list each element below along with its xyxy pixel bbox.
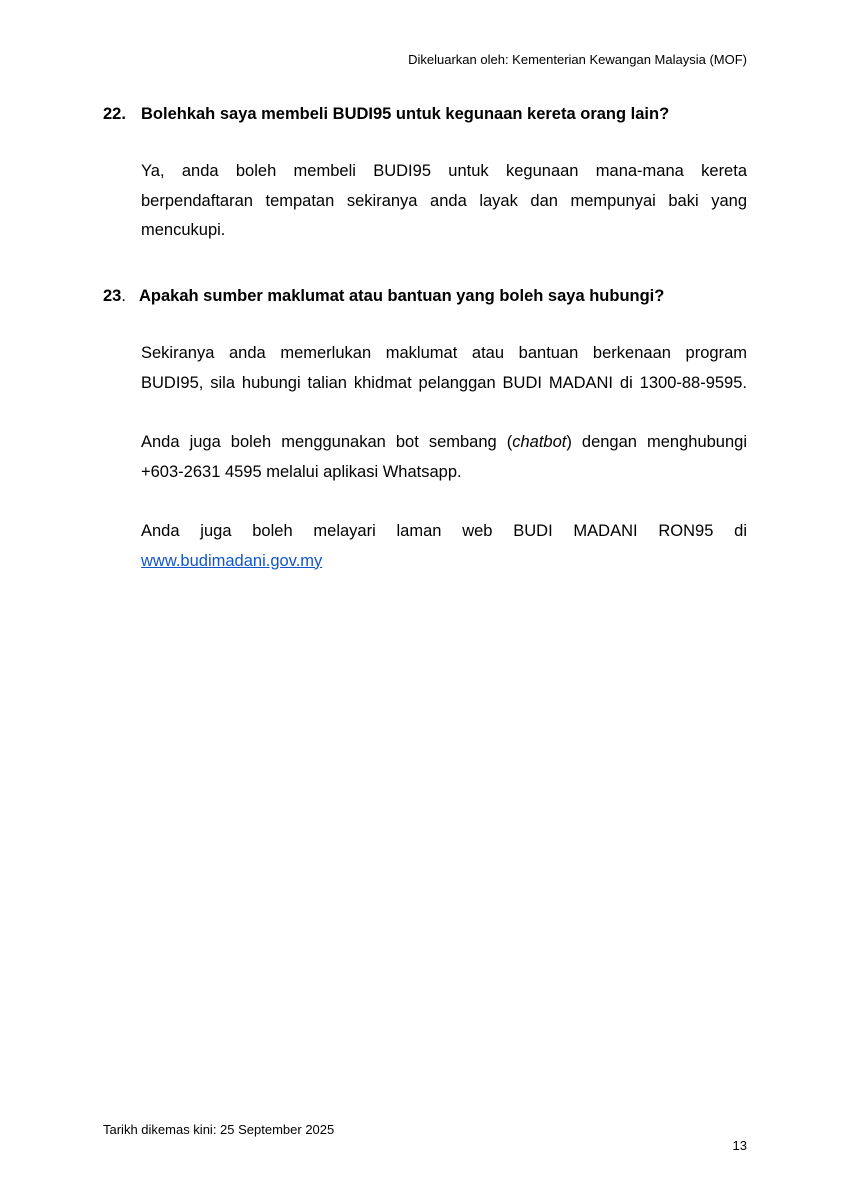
answer-line: BUDI95, sila hubungi talian khidmat pelanggan BUDI MADANI di 1300-88-9595. bbox=[141, 373, 747, 392]
budimadani-website-link[interactable]: www.budimadani.gov.my bbox=[141, 551, 323, 570]
document-header: Dikeluarkan oleh: Kementerian Kewangan Malaysia (MOF) bbox=[408, 52, 747, 67]
answer-line: +603-2631 4595 melalui aplikasi Whatsapp. bbox=[141, 462, 462, 481]
faq-answer-22 bbox=[141, 157, 747, 246]
answer-line: mencukupi. bbox=[141, 221, 226, 239]
chatbot-term: chatbot bbox=[512, 433, 567, 451]
answer-line bbox=[141, 547, 747, 577]
question-text: Apakah sumber maklumat atau bantuan yang boleh saya hubungi? bbox=[139, 287, 665, 305]
faq-answer-23-paragraph-3 bbox=[141, 517, 747, 576]
question-number: 23. bbox=[103, 287, 126, 305]
question-text: Bolehkah saya membeli BUDI95 untuk kegunaan kereta orang lain? bbox=[141, 105, 670, 123]
answer-line: Ya, anda boleh membeli BUDI95 untuk kegunaan mana-mana kereta bbox=[141, 162, 747, 180]
faq-answer-23-paragraph-1 bbox=[141, 339, 747, 398]
last-updated-date: Tarikh dikemas kini: 25 September 2025 bbox=[103, 1122, 335, 1137]
answer-line: Anda juga boleh menggunakan bot sembang (chatbot) dengan menghubungi bbox=[141, 433, 747, 451]
answer-line: berpendaftaran tempatan sekiranya anda layak dan mempunyai baki yang bbox=[141, 191, 747, 210]
page-number: 13 bbox=[732, 1138, 747, 1153]
question-number: 22. bbox=[103, 105, 126, 123]
answer-line: Anda juga boleh melayari laman web BUDI MADANI RON95 di bbox=[141, 522, 747, 540]
answer-line: Sekiranya anda memerlukan maklumat atau bantuan berkenaan program bbox=[141, 344, 747, 362]
faq-question-22 bbox=[103, 104, 669, 124]
faq-answer-23-paragraph-2 bbox=[141, 428, 747, 487]
faq-question-23 bbox=[103, 286, 664, 306]
